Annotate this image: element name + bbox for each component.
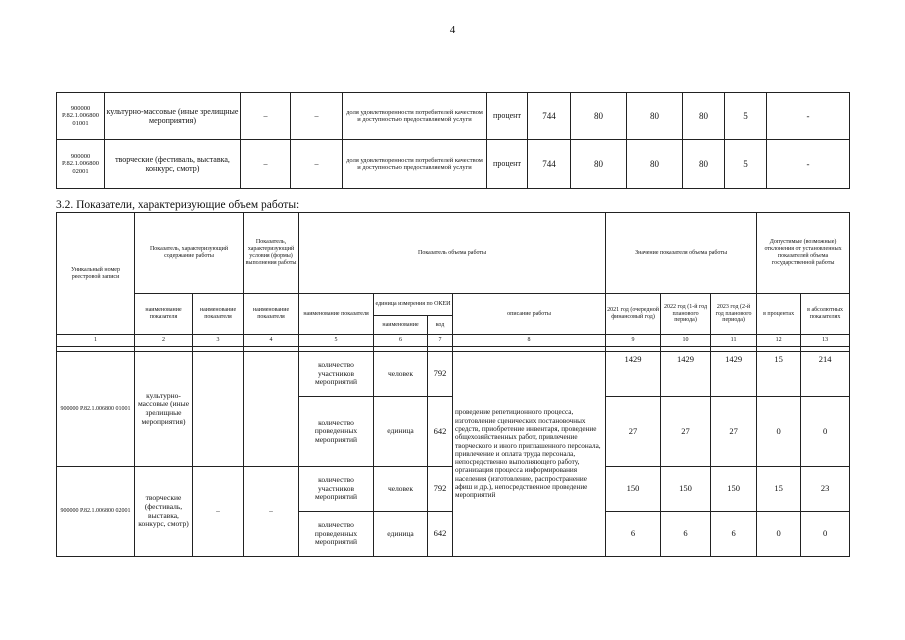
header-cell: наименование показателя xyxy=(299,294,374,335)
code-cell: 642 xyxy=(428,397,453,467)
value-cell: 1429 xyxy=(606,352,661,397)
value-cell: 80 xyxy=(627,93,683,140)
condition-cell xyxy=(244,352,299,467)
condition-cell xyxy=(193,352,244,467)
deviation-pct-cell: 0 xyxy=(757,512,801,557)
header-cell: Допустимые (возможные) отклонения от установленных показателей объема государственной работы xyxy=(757,213,850,294)
value-cell: 6 xyxy=(661,512,711,557)
deviation-abs-cell: 0 xyxy=(801,397,850,467)
value-cell: 27 xyxy=(661,397,711,467)
column-number: 3 xyxy=(193,335,244,347)
value-cell: 150 xyxy=(661,467,711,512)
value-cell: 80 xyxy=(683,93,725,140)
deviation-abs-cell: - xyxy=(767,140,850,189)
header-cell: 2021 год (очередной финансовый год) xyxy=(606,294,661,335)
unit-cell: единица xyxy=(374,397,428,467)
value-cell: 80 xyxy=(627,140,683,189)
unit-cell: человек xyxy=(374,467,428,512)
deviation-abs-cell: 0 xyxy=(801,512,850,557)
condition-cell: – xyxy=(291,93,343,140)
table-row xyxy=(57,140,850,189)
header-cell: наименование xyxy=(374,316,428,335)
value-cell: 6 xyxy=(711,512,757,557)
deviation-pct-cell: 5 xyxy=(725,93,767,140)
deviation-pct-cell: 15 xyxy=(757,352,801,397)
condition-cell: – xyxy=(244,467,299,557)
deviation-abs-cell: - xyxy=(767,93,850,140)
column-number: 13 xyxy=(801,335,850,347)
deviation-pct-cell: 5 xyxy=(725,140,767,189)
header-cell: Значение показателя объема работы xyxy=(606,213,757,294)
unit-cell: процент xyxy=(487,140,528,189)
column-number: 10 xyxy=(661,335,711,347)
indicator-cell: количество участников мероприятий xyxy=(299,352,374,397)
code-cell: 792 xyxy=(428,467,453,512)
value-cell: 27 xyxy=(711,397,757,467)
condition-cell: – xyxy=(241,93,291,140)
volume-table xyxy=(56,212,850,557)
header-cell: наименование показателя xyxy=(135,294,193,335)
value-cell: 150 xyxy=(606,467,661,512)
indicator-cell: количество проведенных мероприятий xyxy=(299,397,374,467)
header-cell: наименование показателя xyxy=(244,294,299,335)
header-cell: код xyxy=(428,316,453,335)
header-cell: в процентах xyxy=(757,294,801,335)
code-cell: 792 xyxy=(428,352,453,397)
table-row xyxy=(57,213,850,294)
value-cell: 150 xyxy=(711,467,757,512)
code-cell: 642 xyxy=(428,512,453,557)
deviation-pct-cell: 0 xyxy=(757,397,801,467)
deviation-abs-cell: 214 xyxy=(801,352,850,397)
condition-cell: – xyxy=(241,140,291,189)
unit-cell: единица xyxy=(374,512,428,557)
registry-cell: 900000 Р.82.1.006800 02001 xyxy=(57,467,135,557)
table-row xyxy=(57,93,850,140)
quality-table xyxy=(56,92,850,189)
column-number: 6 xyxy=(374,335,428,347)
indicator-cell: доля удовлетворенности потребителей качеством и доступностью предоставляемой услуги xyxy=(343,140,487,189)
table-row xyxy=(57,294,850,316)
content-cell: культурно-массовые (иные зрелищные мероприятия) xyxy=(135,352,193,467)
okei-cell: 744 xyxy=(528,93,571,140)
content-cell: творческие (фестиваль, выставка, конкурс, смотр) xyxy=(105,140,241,189)
header-cell: Показатель, характеризующий содержание работы xyxy=(135,213,244,294)
content-cell: творческие (фестиваль, выставка, конкурс, смотр) xyxy=(135,467,193,557)
value-cell: 1429 xyxy=(661,352,711,397)
header-cell: наименование показателя xyxy=(193,294,244,335)
column-number: 9 xyxy=(606,335,661,347)
okei-cell: 744 xyxy=(528,140,571,189)
unit-cell: процент xyxy=(487,93,528,140)
page-number: 4 xyxy=(449,24,456,36)
condition-cell: – xyxy=(291,140,343,189)
header-cell: Уникальный номер реестровой записи xyxy=(57,213,135,335)
registry-cell: 900000 Р.82.1.006800 01001 xyxy=(57,93,105,140)
value-cell: 27 xyxy=(606,397,661,467)
header-cell: 2022 год (1-й год планового периода) xyxy=(661,294,711,335)
section-title: 3.2. Показатели, характеризующие объем работы: xyxy=(56,199,300,211)
column-number-row xyxy=(57,335,850,347)
column-number: 4 xyxy=(244,335,299,347)
header-cell: в абсолютных показателях xyxy=(801,294,850,335)
header-cell: единица измерения по ОКЕИ xyxy=(374,294,453,316)
value-cell: 6 xyxy=(606,512,661,557)
indicator-cell: количество участников мероприятий xyxy=(299,467,374,512)
indicator-cell: количество проведенных мероприятий xyxy=(299,512,374,557)
column-number: 11 xyxy=(711,335,757,347)
value-cell: 80 xyxy=(571,140,627,189)
content-cell: культурно-массовые (иные зрелищные мероприятия) xyxy=(105,93,241,140)
column-number: 5 xyxy=(299,335,374,347)
value-cell: 1429 xyxy=(711,352,757,397)
column-number: 12 xyxy=(757,335,801,347)
header-cell: 2023 год (2-й год планового периода) xyxy=(711,294,757,335)
table-row xyxy=(57,352,850,397)
unit-cell: человек xyxy=(374,352,428,397)
deviation-pct-cell: 15 xyxy=(757,467,801,512)
value-cell: 80 xyxy=(683,140,725,189)
deviation-abs-cell: 23 xyxy=(801,467,850,512)
header-cell: описание работы xyxy=(453,294,606,335)
description-cell: проведение репетиционного процесса, изготовление сценических постановочных средств, приобретение инвентаря, проведение общехозяйственных работ, привлечение творческого и иного приглашенного персонала, привлечение и оплата труда персонала, непосредственно выполняющего работу, организация процесса информирования населения (изготовление, распространение афиш и др.), непосредственное проведение мероприятий xyxy=(453,352,606,557)
condition-cell: – xyxy=(193,467,244,557)
value-cell: 80 xyxy=(571,93,627,140)
column-number: 2 xyxy=(135,335,193,347)
header-cell: Показатель, характеризующий условия (формы) выполнения работы xyxy=(244,213,299,294)
column-number: 1 xyxy=(57,335,135,347)
indicator-cell: доля удовлетворенности потребителей качеством и доступностью предоставляемой услуги xyxy=(343,93,487,140)
column-number: 8 xyxy=(453,335,606,347)
header-cell: Показатель объема работы xyxy=(299,213,606,294)
registry-cell: 900000 Р.82.1.006800 01001 xyxy=(57,352,135,467)
column-number: 7 xyxy=(428,335,453,347)
registry-cell: 900000 Р.82.1.006800 02001 xyxy=(57,140,105,189)
